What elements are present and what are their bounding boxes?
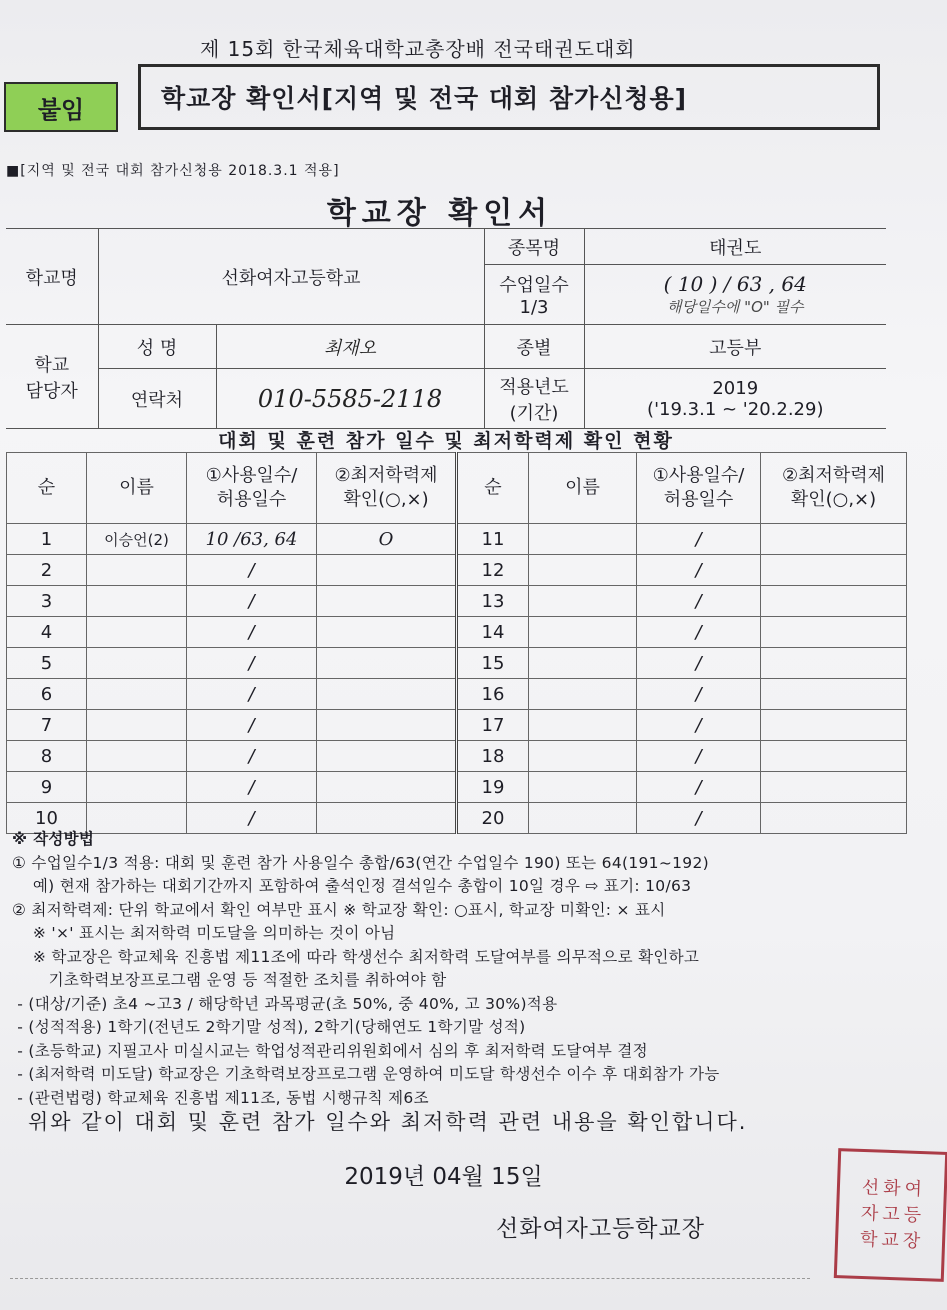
col-no-right: 순 xyxy=(457,453,529,524)
col-days-right-line1: ①사용일수/ xyxy=(652,465,745,486)
category-label: 종별 xyxy=(484,325,584,369)
row-check xyxy=(317,586,457,617)
row-name-right xyxy=(529,586,637,617)
table-row xyxy=(7,679,907,710)
row-name-right xyxy=(529,710,637,741)
col-days-right xyxy=(637,453,761,524)
row-name xyxy=(87,679,187,710)
row-no: 1 xyxy=(7,524,87,555)
seal-mark-row3: 학 교 장 xyxy=(859,1228,921,1253)
row-days-right: / xyxy=(637,803,761,834)
participation-table xyxy=(6,452,907,834)
table-row xyxy=(7,648,907,679)
row-no: 9 xyxy=(7,772,87,803)
event-label: 종목명 xyxy=(484,229,584,265)
col-no: 순 xyxy=(7,453,87,524)
row-days-right: / xyxy=(637,524,761,555)
row-no: 2 xyxy=(7,555,87,586)
row-no-right: 19 xyxy=(457,772,529,803)
col-name: 이름 xyxy=(87,453,187,524)
col-name-right: 이름 xyxy=(529,453,637,524)
row-name-right xyxy=(529,524,637,555)
year-label xyxy=(484,369,584,429)
table-row xyxy=(7,772,907,803)
period-value: ('19.3.1 ~ '20.2.29) xyxy=(647,398,824,420)
year-value-cell xyxy=(584,369,886,429)
row-name-right xyxy=(529,741,637,772)
document-title: 학교장 확인서 xyxy=(326,196,554,231)
name-label: 성 명 xyxy=(98,325,216,369)
row-no-right: 13 xyxy=(457,586,529,617)
row-check-right xyxy=(761,524,907,555)
school-label: 학교명 xyxy=(6,229,98,325)
row-no: 5 xyxy=(7,648,87,679)
seal-mark: 선 화 여 xyxy=(861,1176,923,1201)
row-days-right: / xyxy=(637,710,761,741)
row-days: / xyxy=(187,741,317,772)
table-header-row xyxy=(7,453,907,524)
row-no-right: 12 xyxy=(457,555,529,586)
days-label-line2: 1/3 xyxy=(519,297,549,318)
official-seal xyxy=(834,1148,947,1282)
issue-date: 2019년 04월 15일 xyxy=(344,1164,543,1190)
row-check-right xyxy=(761,772,907,803)
category-value: 고등부 xyxy=(584,325,886,369)
instruction-line: 예) 현재 참가하는 대회기간까지 포함하여 출석인정 결석일수 총합이 10일 경우 ⇨ 표기: 10/63 xyxy=(12,877,692,895)
col-check-line1: ②최저학력제 xyxy=(334,465,438,486)
row-no: 3 xyxy=(7,586,87,617)
row-check-right xyxy=(761,586,907,617)
row-check xyxy=(317,555,457,586)
row-no-right: 14 xyxy=(457,617,529,648)
row-days: / xyxy=(187,586,317,617)
instruction-line: 기초학력보장프로그램 운영 등 적절한 조치를 취하여야 함 xyxy=(12,971,447,989)
row-name xyxy=(87,586,187,617)
instruction-line: - (최저학력 미도달) 학교장은 기초학력보장프로그램 운영하여 미도달 학생선수 이수 후 대회참가 가능 xyxy=(12,1065,720,1083)
row-no-right: 18 xyxy=(457,741,529,772)
row-check xyxy=(317,617,457,648)
instruction-line: ※ '×' 표시는 최저학력 미도달을 의미하는 것이 아님 xyxy=(12,924,396,942)
row-days-right: / xyxy=(637,741,761,772)
row-name-right xyxy=(529,617,637,648)
table-row xyxy=(7,555,907,586)
row-check-right xyxy=(761,710,907,741)
row-days-right: / xyxy=(637,648,761,679)
row-no-right: 15 xyxy=(457,648,529,679)
row-name-right xyxy=(529,679,637,710)
row-check-right xyxy=(761,741,907,772)
days-label xyxy=(484,265,584,325)
row-no-right: 20 xyxy=(457,803,529,834)
name-value: 최재오 xyxy=(216,325,484,369)
form-header-box: 학교장 확인서[지역 및 전국 대회 참가신청용] xyxy=(138,64,880,130)
manager-label-line1: 학교 xyxy=(34,354,70,376)
row-no-right: 16 xyxy=(457,679,529,710)
school-value: 선화여자고등학교 xyxy=(98,229,484,325)
days-value-cell xyxy=(584,265,886,325)
form-version-note: ■[지역 및 전국 대회 참가신청용 2018.3.1 적용] xyxy=(6,163,340,179)
row-days: / xyxy=(187,679,317,710)
col-days-line2: 허용일수 xyxy=(216,489,287,510)
participation-table-body xyxy=(7,524,907,834)
col-check-right-line1: ②최저학력제 xyxy=(781,465,886,486)
row-days-right: / xyxy=(637,586,761,617)
row-check-right xyxy=(761,555,907,586)
principal-name: 선화여자고등학교장 xyxy=(496,1216,705,1242)
instruction-line: - (대상/기준) 초4 ~고3 / 해당학년 과목평균(초 50%, 중 40%, 고 30%)적용 xyxy=(12,994,558,1013)
row-check-right xyxy=(761,679,907,710)
col-check-right xyxy=(761,453,907,524)
instruction-line: ※ 학교장은 학교체육 진흥법 제11조에 따라 학생선수 최저학력 도달여부를 의무적으로 확인하고 xyxy=(12,947,700,966)
manager-label-line2: 담당자 xyxy=(25,380,78,402)
seal-mark-row2: 자 고 등 xyxy=(860,1202,922,1227)
days-hint: 해당일수에 "O" 필수 xyxy=(666,298,804,316)
row-days: 10 /63, 64 xyxy=(187,524,317,555)
event-value: 태권도 xyxy=(584,229,886,265)
bottom-rule xyxy=(10,1278,810,1279)
table-row xyxy=(7,524,907,555)
year-label-line2: (기간) xyxy=(509,402,559,424)
competition-title: 제 15회 한국체육대학교총장배 전국태권도대회 xyxy=(200,37,636,61)
row-name xyxy=(87,648,187,679)
days-value: ( 10 ) / 63 , 64 xyxy=(663,272,807,296)
row-no: 7 xyxy=(7,710,87,741)
row-name xyxy=(87,555,187,586)
row-name-right xyxy=(529,648,637,679)
row-days-right: / xyxy=(637,772,761,803)
row-days: / xyxy=(187,555,317,586)
row-check-right xyxy=(761,617,907,648)
instruction-line: ※ 작성방법 xyxy=(12,830,95,848)
row-no: 8 xyxy=(7,741,87,772)
row-no: 6 xyxy=(7,679,87,710)
row-check xyxy=(317,679,457,710)
row-name xyxy=(87,772,187,803)
row-check xyxy=(317,710,457,741)
row-days-right: / xyxy=(637,679,761,710)
col-days-line1: ①사용일수/ xyxy=(205,465,298,486)
col-days xyxy=(187,453,317,524)
instruction-line: ① 수업일수1/3 적용: 대회 및 훈련 참가 사용일수 총합/63(연간 수업일수 190) 또는 64(191~192) xyxy=(12,853,709,872)
row-days: / xyxy=(187,648,317,679)
row-no-right: 17 xyxy=(457,710,529,741)
row-days: / xyxy=(187,803,317,834)
row-no: 4 xyxy=(7,617,87,648)
year-label-line1: 적용년도 xyxy=(499,376,569,398)
row-days-right: / xyxy=(637,617,761,648)
phone-label: 연락처 xyxy=(98,369,216,429)
col-check-line2: 확인(○,×) xyxy=(343,489,429,510)
instruction-line: - (관련법령) 학교체육 진흥법 제11조, 동법 시행규칙 제6조 xyxy=(12,1088,429,1107)
table-row xyxy=(7,617,907,648)
col-check-right-line2: 확인(○,×) xyxy=(790,489,877,510)
instruction-line: - (성적적용) 1학기(전년도 2학기말 성적), 2학기(당해연도 1학기말 성적) xyxy=(12,1018,526,1036)
row-no-right: 11 xyxy=(457,524,529,555)
row-days: / xyxy=(187,772,317,803)
col-check xyxy=(317,453,457,524)
row-name-right xyxy=(529,555,637,586)
row-name: 이승언(2) xyxy=(87,524,187,555)
row-days-right: / xyxy=(637,555,761,586)
row-name xyxy=(87,741,187,772)
phone-value: 010-5585-2118 xyxy=(216,369,484,429)
row-name-right xyxy=(529,772,637,803)
section-title: 대회 및 훈련 참가 일수 및 최저학력제 확인 현황 xyxy=(218,430,674,452)
table-row xyxy=(7,710,907,741)
row-days: / xyxy=(187,617,317,648)
row-name xyxy=(87,710,187,741)
table-row xyxy=(7,586,907,617)
row-no: 10 xyxy=(7,803,87,834)
confirmation-statement: 위와 같이 대회 및 훈련 참가 일수와 최저학력 관련 내용을 확인합니다. xyxy=(28,1110,748,1134)
instructions xyxy=(12,828,932,1110)
row-check xyxy=(317,741,457,772)
year-value: 2019 xyxy=(712,377,759,399)
row-check: O xyxy=(317,524,457,555)
instruction-line: ② 최저학력제: 단위 학교에서 확인 여부만 표시 ※ 학교장 확인: ○표시, 학교장 미확인: × 표시 xyxy=(12,900,666,919)
row-name xyxy=(87,617,187,648)
days-label-line1: 수업일수 xyxy=(499,275,569,296)
school-info-table xyxy=(6,228,886,429)
manager-label xyxy=(6,325,98,429)
row-check-right xyxy=(761,648,907,679)
instruction-line: - (초등학교) 지필고사 미실시교는 학업성적관리위원회에서 심의 후 최저학력 도달여부 결정 xyxy=(12,1041,648,1060)
col-days-right-line2: 허용일수 xyxy=(663,489,734,510)
row-days: / xyxy=(187,710,317,741)
row-check xyxy=(317,772,457,803)
table-row xyxy=(7,741,907,772)
attachment-badge: 붙임 xyxy=(4,82,118,132)
row-check xyxy=(317,648,457,679)
